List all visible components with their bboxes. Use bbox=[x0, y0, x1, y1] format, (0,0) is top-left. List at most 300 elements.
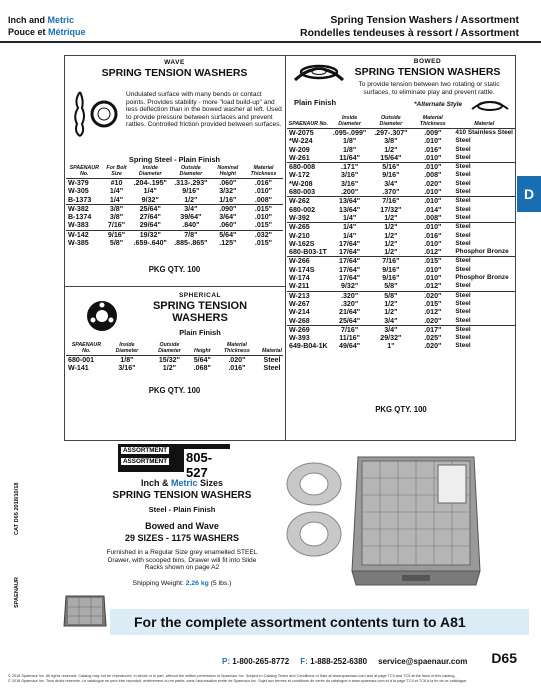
fax-label: F: bbox=[300, 657, 311, 666]
bowed-table-row-cell: 13/64" bbox=[330, 197, 370, 206]
spherical-table-row-cell: 1/2" bbox=[162, 364, 177, 373]
bowed-table-row-cell: .012" bbox=[424, 248, 442, 257]
wave-table-row bbox=[66, 204, 283, 213]
bowed-table-row-cell: 1/2" bbox=[384, 308, 398, 317]
wave-col-header: SPAENAUR No. bbox=[66, 164, 103, 179]
bowed-table-row bbox=[287, 257, 515, 266]
bowed-table-row-cell: .010" bbox=[412, 197, 453, 206]
bowed-table-row-cell: Steel bbox=[455, 308, 471, 316]
bowed-table-row-cell: .012" bbox=[424, 282, 442, 291]
bowed-table-row-cell: 17/64" bbox=[339, 239, 361, 248]
phone-number[interactable]: 1-800-265-8772 bbox=[232, 657, 290, 666]
bowed-table-row-cell: .008" bbox=[424, 171, 442, 180]
bowed-table-row-cell: Steel bbox=[455, 179, 471, 187]
wave-table-row-cell: 1/4" bbox=[143, 187, 157, 196]
bowed-table-row-cell: 680-008 bbox=[287, 163, 330, 172]
bowed-table-row-cell: 649-B04-1K bbox=[289, 342, 328, 351]
spherical-small-title: SPHERICAL bbox=[178, 292, 222, 299]
assortment-line1-b: Sizes bbox=[197, 478, 224, 488]
wave-table-row bbox=[66, 196, 283, 205]
bowed-table-row bbox=[287, 342, 515, 350]
assortment-label-1: ASSORTMENT bbox=[123, 447, 168, 454]
bowed-table-row-cell: 1/8" bbox=[342, 137, 357, 146]
wave-table-row-cell: .010" bbox=[254, 187, 273, 196]
wave-table-row bbox=[66, 179, 283, 188]
header-left-fr bbox=[8, 26, 86, 38]
bowed-table-row-cell: 9/16" bbox=[382, 274, 400, 283]
wave-table-row-cell: 3/64" bbox=[219, 213, 237, 222]
bowed-table-row bbox=[287, 171, 515, 179]
spherical-table-row-cell: 3/16" bbox=[118, 364, 136, 373]
wave-table-row-cell: W-379 bbox=[68, 179, 89, 187]
assortment-furnished: Furnished in a Regular Size grey enamelled STEEL Drawer, with scooped bins. Drawer will fit into Slide Racks shown on page A2 bbox=[106, 549, 258, 572]
alternate-style-washer-icon bbox=[470, 97, 510, 113]
bowed-table-row-cell: 5/16" bbox=[370, 163, 413, 172]
bowed-table-row bbox=[287, 188, 515, 197]
bowed-table-row-cell: 15/64" bbox=[380, 153, 402, 162]
wave-subtitle: Spring Steel - Plain Finish bbox=[128, 155, 221, 164]
bowed-table-row-cell: 11/16" bbox=[339, 334, 360, 343]
bowed-table-row-cell: Steel bbox=[453, 291, 515, 300]
bowed-table-row-cell: .020" bbox=[424, 179, 442, 188]
spherical-table-row-cell: Steel bbox=[263, 364, 281, 373]
wave-table-row-cell: 3/8" bbox=[109, 213, 124, 222]
wave-table-row bbox=[66, 221, 283, 230]
wave-table-row-cell: .015" bbox=[244, 204, 283, 213]
wave-table-row-cell: .125" bbox=[219, 239, 237, 248]
wave-table-row bbox=[66, 239, 283, 247]
bowed-table-row bbox=[287, 206, 515, 214]
spherical-subtitle: Plain Finish bbox=[179, 328, 221, 337]
bowed-table-row-cell: 1" bbox=[387, 342, 395, 351]
bowed-table-row-cell: .171" bbox=[330, 163, 370, 172]
bowed-table-row-cell: .010" bbox=[424, 188, 442, 197]
spherical-title-line2: WASHERS bbox=[172, 312, 228, 324]
wave-table-row-cell: 39/64" bbox=[180, 213, 202, 222]
bowed-table-row bbox=[287, 266, 515, 274]
spherical-table-row bbox=[66, 356, 283, 365]
wave-table-row-cell: 9/32" bbox=[141, 195, 159, 204]
wave-table-row-cell: .015" bbox=[254, 239, 273, 248]
bowed-table-row-cell: 680-B03-1T bbox=[289, 248, 327, 257]
bowed-table-row-cell: 7/16" bbox=[370, 257, 413, 266]
spherical-table-row-cell: Steel bbox=[263, 356, 281, 364]
bowed-table-row-cell: Steel bbox=[455, 334, 471, 342]
bowed-table-row-cell: 1/2" bbox=[384, 231, 398, 240]
spherical-table-row-cell: 5/64" bbox=[193, 356, 211, 364]
bowed-table-row-cell: 1/2" bbox=[384, 213, 398, 222]
bowed-table-row-cell: Steel bbox=[455, 171, 471, 179]
bowed-table-row-cell: .020" bbox=[412, 291, 453, 300]
wave-table-row-cell: .090" bbox=[212, 204, 244, 213]
assortment-drawer-icon bbox=[348, 451, 484, 593]
bowed-table-row-cell: Phosphor Bronze bbox=[455, 274, 509, 282]
spherical-col-header: Height bbox=[192, 341, 213, 356]
phone-label: P: bbox=[222, 657, 233, 666]
bowed-table-row bbox=[287, 282, 515, 291]
bowed-table-row bbox=[287, 232, 515, 240]
bowed-table-row-cell: 21/64" bbox=[339, 308, 361, 317]
bowed-table-row-cell: .020" bbox=[424, 342, 442, 351]
bowed-table-row bbox=[287, 129, 515, 138]
legal-text bbox=[8, 674, 508, 684]
spherical-table-header bbox=[66, 341, 283, 356]
bowed-table-row-cell: 3/8" bbox=[384, 137, 398, 146]
bowed-table-row-cell: 5/8" bbox=[370, 291, 413, 300]
bowed-table-row-cell: 7/16" bbox=[330, 325, 370, 334]
bowed-table-row-cell: .370" bbox=[382, 188, 400, 197]
wave-table-row-cell: 29/64" bbox=[139, 221, 161, 230]
bowed-col-header: Material Thickness bbox=[412, 114, 453, 129]
bowed-table-row-cell: W-209 bbox=[289, 145, 310, 154]
wave-table-row-cell: .840" bbox=[182, 221, 200, 230]
spherical-title-line1: SPRING TENSION bbox=[152, 300, 248, 312]
wave-table-row-cell: 7/8" bbox=[170, 230, 212, 239]
bowed-table-row-cell: W-261 bbox=[289, 153, 310, 162]
bowed-table-row bbox=[287, 163, 515, 172]
bowed-table-row-cell: W-266 bbox=[287, 257, 330, 266]
bowed-table-row-cell: 1/8" bbox=[342, 145, 357, 154]
bowed-table-row-cell: W-262 bbox=[287, 197, 330, 206]
bowed-table-header bbox=[287, 114, 515, 129]
bowed-table-row-cell: W-392 bbox=[289, 213, 310, 222]
bowed-table-row-cell: 25/64" bbox=[339, 316, 361, 325]
bowed-table-row bbox=[287, 214, 515, 223]
bowed-table-row bbox=[287, 223, 515, 232]
bowed-table-row-cell: W-393 bbox=[289, 334, 310, 343]
bowed-table-row-cell: Steel bbox=[455, 342, 471, 350]
assortment-number: 805-527 bbox=[184, 449, 230, 481]
assortment-finish: Steel - Plain Finish bbox=[148, 505, 216, 514]
bowed-table-row-cell: Steel bbox=[455, 188, 471, 196]
header-fr-metric: Métrique bbox=[48, 27, 86, 37]
bowed-table-row-cell: Steel bbox=[455, 282, 471, 290]
bowed-table-row-cell: Steel bbox=[453, 325, 515, 334]
header-fr-text: Pouce et bbox=[8, 27, 49, 37]
spherical-table-row-cell: 680-001 bbox=[68, 356, 95, 364]
header-right bbox=[300, 14, 519, 40]
assortment-line1-metric: Metric bbox=[170, 478, 198, 488]
wave-table-header bbox=[66, 164, 283, 179]
wave-table-row-cell: 1/4" bbox=[109, 187, 124, 196]
bowed-table-row-cell: .014" bbox=[424, 205, 442, 214]
bowed-alt-style: *Alternate Style bbox=[414, 101, 463, 108]
spherical-table-row-cell: .016" bbox=[228, 364, 246, 373]
washer-photo-icon bbox=[283, 458, 345, 562]
bowed-table-row bbox=[287, 154, 515, 163]
bowed-table-row-cell: .008" bbox=[424, 213, 442, 222]
left-section-divider bbox=[64, 286, 285, 287]
bowed-table-row-cell: 1/2" bbox=[370, 223, 413, 232]
assortment-shipping bbox=[92, 580, 272, 587]
wave-table-row bbox=[66, 230, 283, 239]
wave-table-row-cell: .885-.865" bbox=[174, 239, 208, 248]
wave-table-row-cell: 3/4" bbox=[170, 204, 212, 213]
bowed-col-header: SPAENAUR No. bbox=[287, 114, 330, 129]
bowed-table-row-cell: 680-002 bbox=[289, 205, 316, 214]
spherical-table-row-cell: .020" bbox=[228, 356, 246, 364]
bowed-table-row-cell: 1/4" bbox=[342, 231, 357, 240]
assortment-bowed-wave: Bowed and Wave bbox=[145, 521, 219, 531]
bowed-table-row-cell: .025" bbox=[424, 334, 442, 343]
bowed-table-row-cell: 49/64" bbox=[339, 342, 361, 351]
wave-table bbox=[66, 164, 283, 247]
bowed-table-row-cell: .010" bbox=[424, 153, 442, 162]
bowed-table-row-cell: .016" bbox=[424, 231, 442, 240]
assortment-title: SPRING TENSION WASHERS bbox=[112, 490, 252, 501]
bowed-table-row-cell: .010" bbox=[412, 223, 453, 232]
bowed-table-row-cell: 29/32" bbox=[380, 334, 402, 343]
bowed-table-row-cell: 17/64" bbox=[339, 265, 361, 274]
bowed-table-row bbox=[287, 146, 515, 154]
section-tab[interactable]: D bbox=[517, 176, 541, 212]
bowed-table-row-cell: 1/2" bbox=[384, 299, 398, 308]
bowed-table-row-cell: W-174S bbox=[289, 265, 315, 274]
header-en-metric: Metric bbox=[47, 15, 75, 25]
header-en-text: Inch and bbox=[8, 15, 48, 25]
wave-col-header: For Bolt Size bbox=[103, 164, 131, 179]
assortment-banner[interactable]: For the complete assortment contents turn to A81 bbox=[110, 609, 529, 635]
bowed-table-row-cell: Steel bbox=[455, 153, 471, 161]
bowed-table-row-cell: 1/4" bbox=[342, 213, 357, 222]
bowed-table-row-cell: 17/64" bbox=[339, 274, 361, 283]
wave-title: SPRING TENSION WASHERS bbox=[101, 67, 248, 79]
wave-table-row-cell: 9/16" bbox=[182, 187, 200, 196]
bowed-table-row-cell: .017" bbox=[412, 325, 453, 334]
wave-table-row-cell: 3/8" bbox=[103, 204, 131, 213]
bowed-table-row-cell: 3/4" bbox=[384, 316, 398, 325]
bowed-washer-icon bbox=[291, 58, 347, 94]
header-title-fr: Rondelles tendeuses à ressort / Assortment bbox=[299, 27, 519, 39]
bowed-table-row-cell: Steel bbox=[455, 205, 471, 213]
bowed-table-row bbox=[287, 325, 515, 334]
spherical-col-header: SPAENAUR No. bbox=[66, 341, 107, 356]
wave-table-row-cell: .032" bbox=[244, 230, 283, 239]
bowed-col-header: Outside Diameter bbox=[370, 114, 413, 129]
header-title-en: Spring Tension Washers / Assortment bbox=[330, 14, 519, 26]
wave-table-row-cell: 1/2" bbox=[184, 195, 198, 204]
wave-table-row-cell: .060" bbox=[219, 179, 237, 187]
bowed-table-row-cell: .020" bbox=[424, 316, 442, 325]
brand-vertical: SPAENAUR bbox=[14, 577, 20, 608]
bowed-table-row bbox=[287, 317, 515, 326]
wave-table-row-cell: W-142 bbox=[66, 230, 103, 239]
column-divider bbox=[285, 55, 286, 441]
bowed-table-row-cell: .012" bbox=[424, 308, 442, 317]
bowed-table-row-cell: W-269 bbox=[287, 325, 330, 334]
bowed-table-row-cell: *W-224 bbox=[289, 137, 313, 146]
spherical-table-row bbox=[66, 364, 283, 372]
bowed-pkg-qty: PKG QTY. 100 bbox=[375, 405, 427, 414]
bowed-table-row-cell: 1/2" bbox=[384, 248, 398, 257]
bowed-table-row-cell: 11/64" bbox=[339, 153, 360, 162]
bowed-table-row-cell: 17/32" bbox=[380, 205, 402, 214]
wave-table-row-cell: .313-.293" bbox=[174, 179, 208, 187]
wave-table-row-cell: .060" bbox=[219, 221, 237, 230]
drawer-thumbnail-icon bbox=[62, 592, 108, 632]
wave-table-row-cell: W-383 bbox=[68, 221, 89, 230]
email-link[interactable]: service@spaenaur.com bbox=[378, 657, 468, 666]
spherical-col-header: Material bbox=[261, 341, 283, 356]
bowed-table-row-cell: .016" bbox=[424, 145, 442, 154]
wave-table-row-cell: 25/64" bbox=[131, 204, 170, 213]
bowed-table-row-cell: 13/64" bbox=[339, 205, 361, 214]
bowed-table-row-cell: 7/16" bbox=[370, 197, 413, 206]
spherical-col-header: Inside Diameter bbox=[107, 341, 147, 356]
page-number: D65 bbox=[491, 650, 517, 666]
bowed-table-row-cell: Steel bbox=[453, 163, 515, 172]
wave-table-row-cell: .659-.640" bbox=[133, 239, 167, 248]
header-left bbox=[8, 14, 86, 38]
wave-table-row-cell: 19/32" bbox=[131, 230, 170, 239]
bowed-table-row-cell: W-2075 bbox=[289, 129, 314, 137]
bowed-table-row-cell: .200" bbox=[341, 188, 359, 197]
bowed-table-row-cell: W-172 bbox=[289, 171, 310, 180]
bowed-table-row-cell: 1/4" bbox=[330, 223, 370, 232]
bowed-table-row bbox=[287, 300, 515, 308]
bowed-table-row-cell: 17/64" bbox=[330, 257, 370, 266]
bowed-table-row bbox=[287, 291, 515, 300]
bowed-table-row bbox=[287, 308, 515, 316]
fax-number: 1-888-252-6380 bbox=[310, 657, 368, 666]
wave-table-row bbox=[66, 213, 283, 221]
spherical-table-row-cell: W-141 bbox=[68, 364, 89, 373]
bowed-table-row-cell: 9/16" bbox=[382, 171, 400, 180]
bowed-table-row-cell: W-268 bbox=[289, 316, 310, 325]
bowed-table-row-cell: Steel bbox=[455, 213, 471, 221]
header-left-en bbox=[8, 14, 86, 26]
bowed-table-row-cell: .015" bbox=[424, 299, 442, 308]
bowed-table-row bbox=[287, 240, 515, 248]
spherical-table-row-cell: 1/8" bbox=[120, 356, 134, 364]
bowed-table-row-cell: 3/16" bbox=[341, 171, 359, 180]
bowed-table bbox=[287, 114, 515, 351]
bowed-table-row-cell: .010" bbox=[424, 274, 442, 283]
wave-table-row-cell: B-1374 bbox=[68, 213, 92, 222]
wave-description: Undulated surface with many bends or contact points. Provides stability - more "load build-up" and less deflection than in the bowed washer at left. Used to provide pressure between surfaces and prevent rattles. Controlled friction provided between surfaces. bbox=[126, 91, 282, 129]
bowed-table-row-cell: .297-.307" bbox=[374, 129, 408, 137]
bowed-table-row-cell: .095-.099" bbox=[332, 129, 367, 137]
assortment-line1 bbox=[92, 478, 272, 488]
bowed-table-row-cell: W-174 bbox=[289, 274, 310, 283]
bowed-table-row-cell: 680-003 bbox=[289, 188, 316, 197]
wave-table-row-cell: 3/32" bbox=[219, 187, 237, 196]
bowed-table-row bbox=[287, 248, 515, 257]
bowed-table-row-cell: .320" bbox=[341, 299, 359, 308]
bowed-finish: Plain Finish bbox=[294, 98, 337, 107]
wave-col-header: Nominal Height bbox=[212, 164, 244, 179]
wave-small-title: WAVE bbox=[164, 59, 185, 66]
wave-table-row-cell: 5/8" bbox=[109, 239, 124, 248]
shipping-label: Shipping Weight: bbox=[132, 580, 186, 587]
bowed-table-row-cell: Steel bbox=[455, 316, 471, 324]
wave-table-row bbox=[66, 187, 283, 195]
wave-table-row-cell: W-382 bbox=[66, 204, 103, 213]
bowed-table-row-cell: Steel bbox=[455, 145, 471, 153]
bowed-small-title: BOWED bbox=[413, 58, 442, 65]
bowed-table-row-cell: Steel bbox=[453, 197, 515, 206]
bowed-table-row-cell: Steel bbox=[455, 231, 471, 239]
bowed-table-row-cell: Steel bbox=[455, 137, 471, 145]
bowed-table-row-cell: .010" bbox=[424, 265, 442, 274]
footer-contact bbox=[222, 657, 467, 666]
bowed-table-row-cell: 3/16" bbox=[341, 179, 359, 188]
bowed-table-row-cell: .320" bbox=[330, 291, 370, 300]
bowed-table-row-cell: W-213 bbox=[287, 291, 330, 300]
spherical-table bbox=[66, 341, 283, 373]
spherical-col-header: Material Thickness bbox=[213, 341, 261, 356]
bowed-table-row bbox=[287, 197, 515, 206]
bowed-table-row-cell: 9/16" bbox=[382, 265, 400, 274]
legal-fr: © 2018 Spaenaur Inc. Tous droits réservés. Le catalogue ne peut être reproduit, entièrement ou en partie, sans l'autorisation écrite de Spaenaur Inc. Sujet aux termes et conditions de vente du catalogue à www.spaenaur.com et à la page TC4 et TC6 à la fin de ce catalogue. bbox=[8, 678, 468, 683]
wave-table-row-cell: B-1373 bbox=[68, 195, 92, 204]
wave-table-row-cell: .008" bbox=[254, 195, 273, 204]
wave-pkg-qty: PKG QTY. 100 bbox=[148, 265, 201, 274]
spherical-col-header: Outside Diameter bbox=[147, 341, 192, 356]
shipping-suffix: (5 lbs.) bbox=[208, 580, 232, 587]
assortment-line1-a: Inch & bbox=[140, 478, 171, 488]
bowed-table-row-cell: .010" bbox=[424, 137, 442, 146]
spherical-table-row-cell: 15/32" bbox=[158, 356, 180, 364]
wave-table-row-cell: 27/64" bbox=[139, 213, 161, 222]
bowed-title: SPRING TENSION WASHERS bbox=[354, 66, 501, 78]
wave-table-row-cell: W-385 bbox=[68, 239, 89, 248]
bowed-table-row-cell: Phosphor Bronze bbox=[455, 248, 509, 256]
bowed-table-row-cell: W-265 bbox=[287, 223, 330, 232]
wave-table-row-cell: #10 bbox=[110, 179, 123, 187]
bowed-table-row-cell: W-162S bbox=[289, 239, 315, 248]
bowed-table-row bbox=[287, 180, 515, 188]
bowed-table-row-cell: Steel bbox=[453, 257, 515, 266]
bowed-table-row bbox=[287, 274, 515, 282]
spherical-table-row-cell: .068" bbox=[193, 364, 211, 373]
bowed-table-row-cell: Steel bbox=[455, 299, 471, 307]
bowed-table-row-cell: 3/4" bbox=[370, 325, 413, 334]
header-divider bbox=[0, 41, 541, 43]
bowed-table-row-cell: 9/32" bbox=[341, 282, 359, 291]
wave-table-row-cell: .204-.195" bbox=[133, 179, 167, 187]
bowed-col-header: Inside Diameter bbox=[330, 114, 370, 129]
wave-washer-icon bbox=[70, 88, 118, 138]
bowed-table-row-cell: .010" bbox=[412, 163, 453, 172]
bowed-table-row-cell: 1/2" bbox=[384, 239, 398, 248]
wave-table-row-cell: 9/16" bbox=[103, 230, 131, 239]
wave-table-row-cell: 7/16" bbox=[107, 221, 126, 230]
bowed-table-row-cell: W-214 bbox=[289, 308, 310, 317]
bowed-table-row-cell: .010" bbox=[424, 239, 442, 248]
bowed-table-row-cell: 410 Stainless Steel bbox=[455, 129, 513, 136]
bowed-table-row-cell: W-210 bbox=[289, 231, 310, 240]
bowed-col-header: Material bbox=[453, 114, 515, 129]
bowed-table-row-cell: 1/2" bbox=[384, 145, 398, 154]
bowed-table-row bbox=[287, 334, 515, 342]
bowed-table-row-cell: .015" bbox=[412, 257, 453, 266]
assortment-label-2: ASSORTMENT bbox=[123, 458, 168, 465]
bowed-table-row-cell: *W-208 bbox=[289, 179, 313, 188]
wave-table-row-cell: 5/64" bbox=[212, 230, 244, 239]
wave-col-header: Inside Diameter bbox=[131, 164, 170, 179]
bowed-table-row-cell: W-211 bbox=[289, 282, 310, 291]
bowed-table-row-cell: Steel bbox=[453, 223, 515, 232]
wave-col-header: Material Thickness bbox=[244, 164, 283, 179]
bowed-table-row-cell: Steel bbox=[455, 265, 471, 273]
bowed-table-row-cell: 5/8" bbox=[384, 282, 398, 291]
wave-table-row-cell: .010" bbox=[254, 213, 273, 222]
spherical-pkg-qty: PKG QTY. 100 bbox=[148, 386, 201, 395]
catalog-code: CAT D65 2018/10/18 bbox=[14, 482, 20, 535]
bowed-table-row bbox=[287, 137, 515, 145]
wave-table-row-cell: 1/16" bbox=[219, 195, 237, 204]
